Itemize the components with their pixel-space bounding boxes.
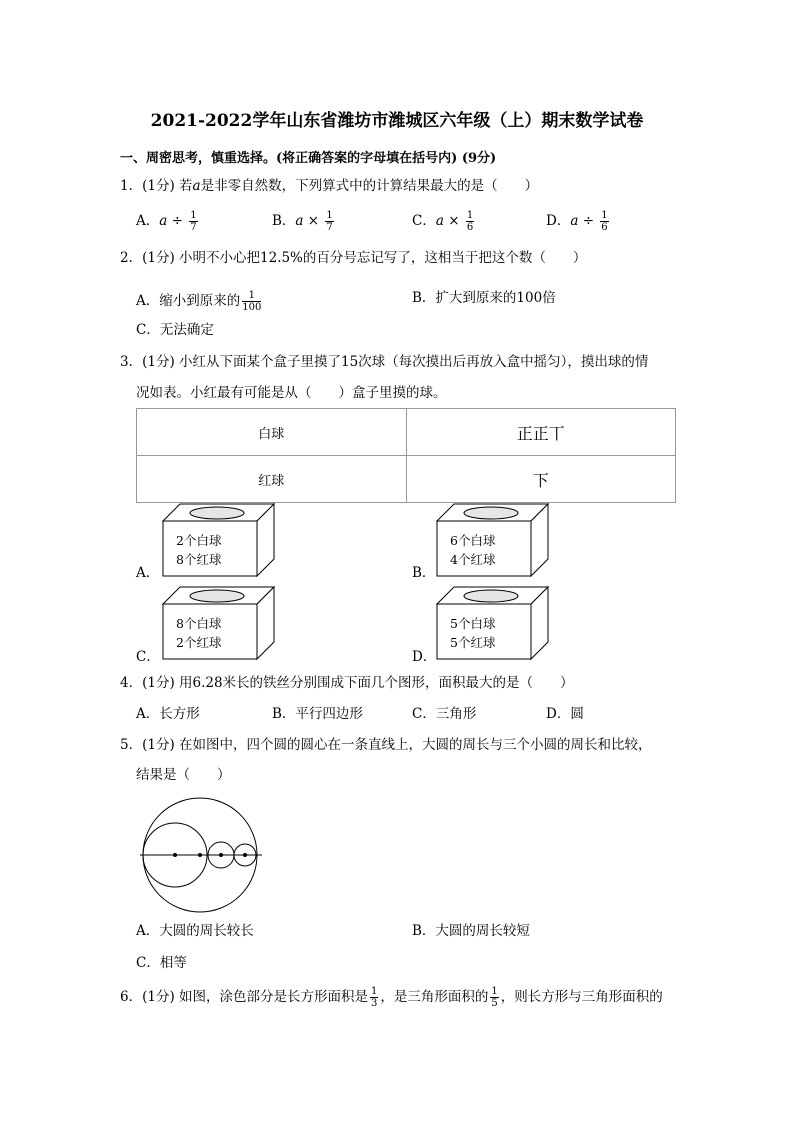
option-operator: × xyxy=(307,213,320,229)
option-var: a xyxy=(295,213,304,229)
red-ball-count: 2个红球 xyxy=(176,635,222,650)
row-label: 红球 xyxy=(137,456,407,503)
question-6-stem xyxy=(120,986,663,1009)
circles-figure xyxy=(134,795,264,917)
option-text: A．缩小到原来的 xyxy=(136,293,241,309)
question-4-stem: 4．(1分) 用6.28米长的铁丝分别围成下面几个图形，面积最大的是（ ） xyxy=(120,675,574,691)
ball-box-d xyxy=(436,586,551,658)
option-label: B． xyxy=(272,213,296,229)
fraction: $\frac{1}{3}$ xyxy=(371,986,378,1009)
ball-box-b xyxy=(436,503,551,575)
q3-option-b-label[interactable]: B． xyxy=(412,565,436,581)
fraction: $\frac{1}{6}$ xyxy=(601,210,608,233)
option-label: C． xyxy=(412,213,436,229)
option-var: a xyxy=(570,213,579,229)
question-3-stem-line2: 况如表。小红最有可能是从（ ）盒子里摸的球。 xyxy=(136,385,447,401)
q1-var: a xyxy=(192,178,201,194)
q3-option-c-label[interactable]: C． xyxy=(136,649,160,665)
fraction: $\frac{1}{7}$ xyxy=(190,210,197,233)
red-ball-count: 8个红球 xyxy=(176,552,222,567)
fraction: $\frac{1}{5}$ xyxy=(491,986,498,1009)
question-3-stem-line1: 3．(1分) 小红从下面某个盒子里摸了15次球（每次摸出后再放入盒中摇匀），摸出球的情 xyxy=(120,354,649,370)
q6-stem-start: 6．(1分) 如图，涂色部分是长方形面积是 xyxy=(120,989,369,1005)
table-row xyxy=(137,456,676,503)
q3-option-a-label[interactable]: A． xyxy=(136,565,160,581)
tally-marks: 下 xyxy=(406,456,676,503)
q1-option-a[interactable] xyxy=(136,210,200,233)
q4-option-d[interactable]: D．圆 xyxy=(546,706,584,722)
tally-marks: 正正丅 xyxy=(406,409,676,456)
q5-option-a[interactable]: A．大圆的周长较长 xyxy=(136,923,254,939)
question-5-stem-line2: 结果是（ ） xyxy=(136,767,231,783)
ball-box-c xyxy=(162,586,277,658)
row-label: 白球 xyxy=(137,409,407,456)
q4-option-b[interactable]: B．平行四边形 xyxy=(272,706,363,722)
fraction: $\frac{1}{7}$ xyxy=(326,210,333,233)
white-ball-count: 5个白球 xyxy=(450,616,496,631)
option-operator: × xyxy=(448,213,460,229)
table-row xyxy=(137,409,676,456)
q2-option-a[interactable] xyxy=(136,290,263,313)
fraction: $\frac{1}{6}$ xyxy=(466,210,474,233)
question-1-stem xyxy=(120,176,538,196)
tally-table xyxy=(136,408,676,503)
q1-option-b[interactable] xyxy=(272,210,336,233)
q6-stem-end: ，则长方形与三角形面积的 xyxy=(500,989,663,1005)
q1-stem-end: 是非零自然数，下列算式中的计算结果最大的是（ ） xyxy=(200,178,539,194)
option-var: a xyxy=(159,213,168,229)
q2-option-b[interactable]: B．扩大到原来的100倍 xyxy=(412,290,556,306)
q5-option-c[interactable]: C．相等 xyxy=(136,955,187,971)
option-label: D． xyxy=(546,213,571,229)
q3-option-d-label[interactable]: D． xyxy=(412,649,437,665)
white-ball-count: 2个白球 xyxy=(176,533,222,548)
q4-option-c[interactable]: C．三角形 xyxy=(412,706,477,722)
q4-option-a[interactable]: A．长方形 xyxy=(136,706,200,722)
option-label: A． xyxy=(136,213,160,229)
red-ball-count: 5个红球 xyxy=(450,635,496,650)
q1-option-d[interactable] xyxy=(546,210,611,233)
q1-stem-start: 1．(1分) 若 xyxy=(120,178,193,194)
question-5-stem-line1: 5．(1分) 在如图中，四个圆的圆心在一条直线上，大圆的周长与三个小圆的周长和比较， xyxy=(120,737,652,753)
q6-stem-middle: ，是三角形面积的 xyxy=(380,989,489,1005)
q2-option-c[interactable]: C．无法确定 xyxy=(136,322,214,338)
white-ball-count: 8个白球 xyxy=(176,616,222,631)
page-title: 2021-2022学年山东省潍坊市潍城区六年级（上）期末数学试卷 xyxy=(150,111,644,131)
white-ball-count: 6个白球 xyxy=(450,533,496,548)
question-2-stem: 2．(1分) 小明不小心把12.5%的百分号忘记写了，这相当于把这个数（ ） xyxy=(120,250,587,266)
fraction: $\frac{1}{100}$ xyxy=(242,290,262,313)
option-var: a xyxy=(435,213,444,229)
q1-option-c[interactable] xyxy=(412,210,476,233)
ball-box-a xyxy=(162,503,277,575)
section-heading: 一、周密思考，慎重选择。(将正确答案的字母填在括号内) (9分) xyxy=(120,151,497,166)
option-operator: ÷ xyxy=(171,213,183,229)
q5-option-b[interactable]: B．大圆的周长较短 xyxy=(412,923,530,939)
option-operator: ÷ xyxy=(582,213,594,229)
red-ball-count: 4个红球 xyxy=(450,552,496,567)
